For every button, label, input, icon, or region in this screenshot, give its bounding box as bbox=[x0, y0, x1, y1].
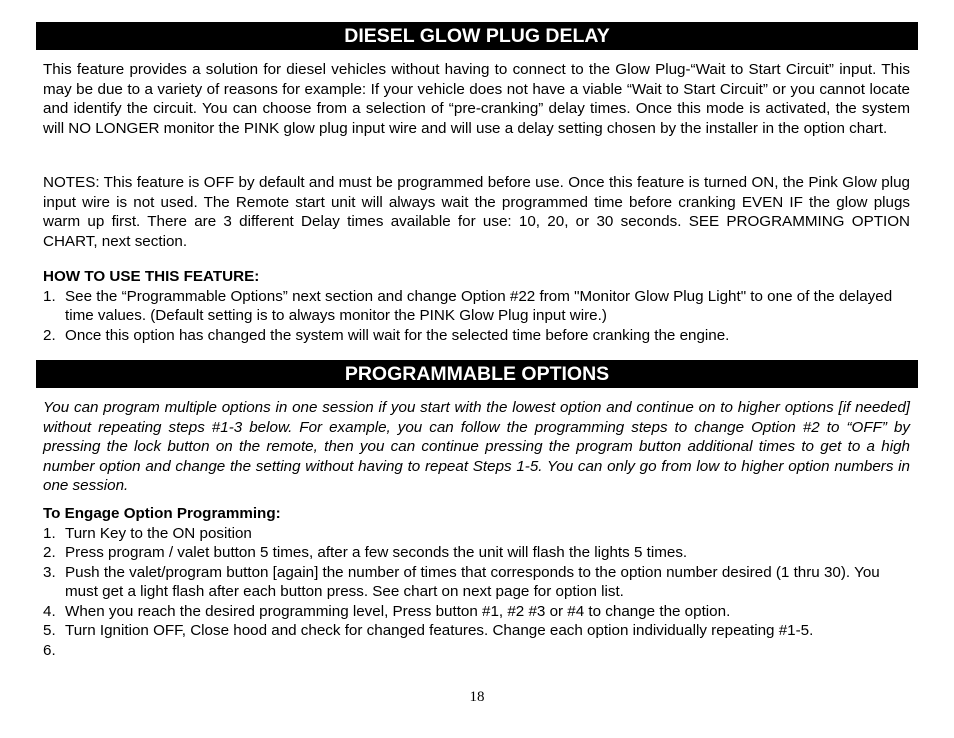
step-number: 2. bbox=[43, 326, 56, 344]
paragraph-text: You can program multiple options in one session if you start with the lowest option and continue on to higher options [if needed] without repeating steps #1-3 below. For example, you can follow the programming steps to change Option #2 to “OFF” by pressing the lock button on the remote, then you can continue pressing the program button additional times to get to a high number option and change the setting without having to repeat Steps 1-5. You can only go from low to higher option numbers in one session. bbox=[43, 399, 910, 494]
engage-programming-heading: To Engage Option Programming: bbox=[43, 505, 281, 522]
engage-programming-section bbox=[43, 504, 910, 659]
paragraph-text: NOTES: This feature is OFF by default and must be programmed before use. Once this feature is turned ON, the Pink Glow plug input wire is not used. The Remote start unit will always wait the programmed time before cranking EVEN IF the glow plugs warm up first. There are 3 different Delay times available for use: 10, 20, or 30 seconds. SEE PROGRAMMING OPTION CHART, next section. bbox=[43, 174, 910, 250]
step-text: Turn Ignition OFF, Close hood and check for changed features. Change each option individually repeating #1-5. bbox=[65, 622, 814, 639]
list-item bbox=[43, 602, 910, 622]
diesel-notes-paragraph bbox=[43, 173, 910, 251]
step-text: When you reach the desired programming level, Press button #1, #2 #3 or #4 to change the option. bbox=[65, 602, 731, 620]
list-item bbox=[43, 563, 910, 602]
list-item bbox=[43, 326, 910, 346]
how-to-use-steps bbox=[43, 287, 910, 346]
paragraph-text: This feature provides a solution for diesel vehicles without having to connect to the Glow Plug-“Wait to Start Circuit” input. This may be due to a variety of reasons for example: If your vehicle does not have a viable “Wait to Start Circuit” or you cannot locate and identify the circuit. You can choose from a selection of “pre-cranking” delay times. Once this mode is activated, the system will NO LONGER monitor the PINK glow plug input wire and will use a delay setting chosen by the installer in the option chart. bbox=[43, 61, 910, 137]
engage-programming-steps bbox=[43, 524, 910, 659]
section-title-programmable-options: PROGRAMMABLE OPTIONS bbox=[36, 360, 918, 388]
how-to-use-section bbox=[43, 267, 910, 345]
step-number: 3. bbox=[43, 563, 56, 581]
step-text: See the “Programmable Options” next section and change Option #22 from "Monitor Glow Plug Light" to one of the delayed time values. (Default setting is to always monitor the PINK Glow Plug input wire.) bbox=[65, 287, 893, 324]
step-number: 2. bbox=[43, 544, 56, 561]
list-item bbox=[43, 621, 910, 641]
page-number: 18 bbox=[469, 689, 485, 705]
list-item bbox=[43, 543, 910, 563]
list-item bbox=[43, 524, 910, 544]
step-text: Once this option has changed the system will wait for the selected time before cranking the engine. bbox=[65, 326, 730, 344]
diesel-intro-paragraph bbox=[43, 60, 910, 138]
how-to-use-heading: HOW TO USE THIS FEATURE: bbox=[43, 268, 260, 285]
step-number: 1. bbox=[43, 287, 56, 305]
step-number: 1. bbox=[43, 524, 56, 542]
list-item bbox=[43, 287, 910, 326]
programmable-options-intro bbox=[43, 398, 910, 496]
step-text: Press program / valet button 5 times, after a few seconds the unit will flash the lights 5 times. bbox=[65, 544, 688, 561]
step-text: Push the valet/program button [again] the number of times that corresponds to the option number desired (1 thru 30). You must get a light flash after each button press. See chart on next page for option list. bbox=[65, 563, 880, 600]
step-number: 6. bbox=[43, 641, 56, 659]
section-title-diesel-glow-plug-delay: DIESEL GLOW PLUG DELAY bbox=[36, 22, 918, 50]
step-number: 4. bbox=[43, 602, 56, 620]
step-text: Turn Key to the ON position bbox=[65, 524, 252, 542]
step-number: 5. bbox=[43, 622, 56, 639]
